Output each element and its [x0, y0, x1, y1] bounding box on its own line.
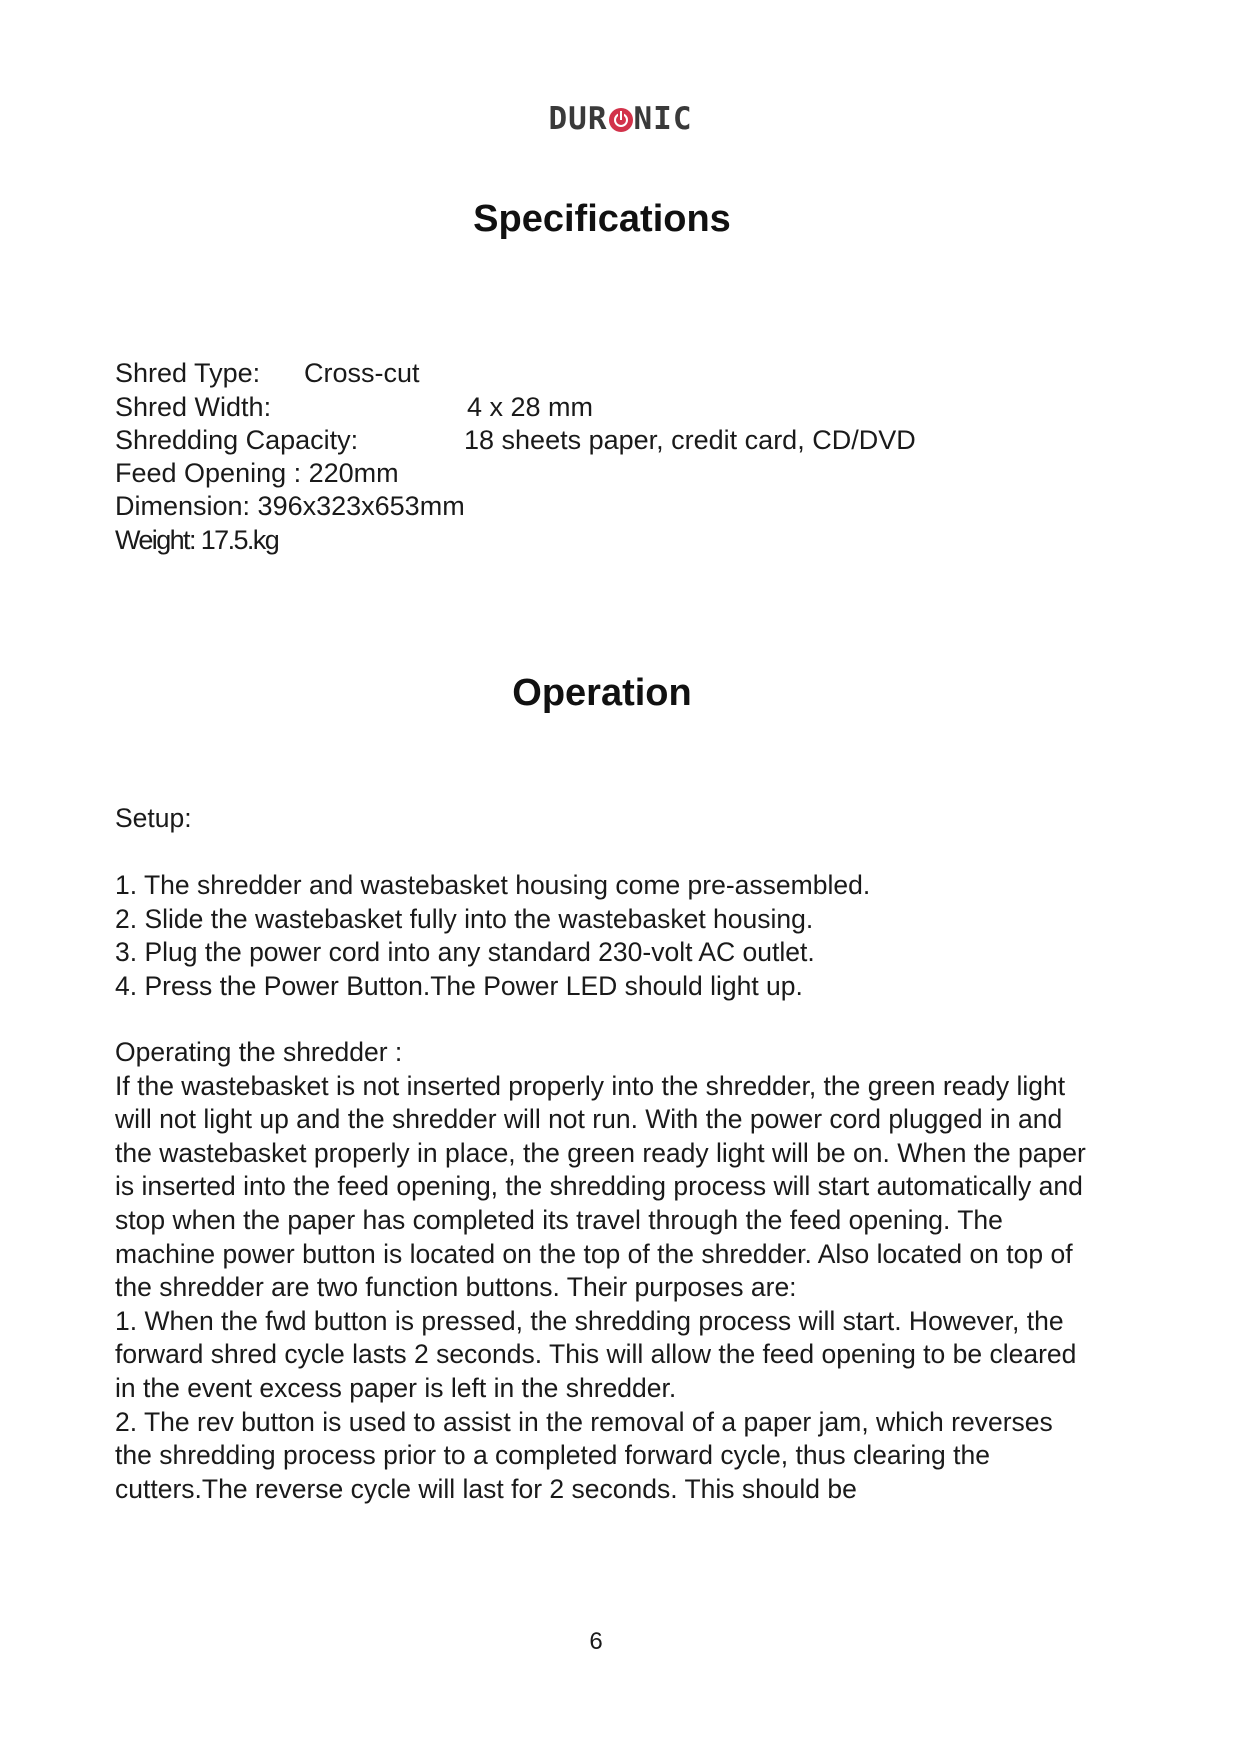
- setup-step: 2. Slide the wastebasket fully into the wastebasket housing.: [115, 903, 814, 934]
- setup-step: 3. Plug the power cord into any standard 230-volt AC outlet.: [115, 937, 815, 968]
- spec-shredding-capacity: [115, 423, 916, 457]
- setup-section: [115, 802, 1095, 836]
- spec-value: 18 sheets paper, credit card, CD/DVD: [464, 425, 916, 455]
- operation-heading: Operation: [512, 672, 692, 714]
- setup-step: 4. Press the Power Button.The Power LED should light up.: [115, 970, 803, 1001]
- spec-dimension: [115, 489, 465, 523]
- power-icon: [609, 108, 633, 132]
- function-button-fwd: 1. When the fwd button is pressed, the shredding process will start. However, the forward shred cycle lasts 2 seconds. This will allow the feed opening to be cleared in the event excess paper is left in the shredder.: [115, 1305, 1077, 1403]
- logo-text-left: DUR: [548, 101, 608, 137]
- spec-label: Shredding Capacity:: [115, 425, 359, 455]
- logo-text-right: NIC: [633, 101, 693, 137]
- duronic-logo: [0, 100, 1241, 138]
- setup-steps: [115, 869, 1095, 1003]
- operating-label: Operating the shredder :: [115, 1037, 403, 1067]
- spec-shred-type: [115, 356, 420, 390]
- page-number: 6: [589, 1628, 603, 1655]
- spec-label: Shred Type:: [115, 358, 261, 388]
- spec-label: Feed Opening : 220mm: [115, 458, 399, 488]
- spec-weight: [115, 523, 278, 557]
- spec-value: 4 x 28 mm: [467, 392, 594, 422]
- setup-label: Setup:: [115, 803, 192, 833]
- spec-shred-width: [115, 390, 594, 424]
- specifications-heading: Specifications: [473, 198, 731, 240]
- spec-feed-opening: [115, 456, 399, 490]
- operating-section: [115, 1036, 1095, 1506]
- spec-label: Shred Width:: [115, 392, 272, 422]
- setup-step: 1. The shredder and wastebasket housing come pre-assembled.: [115, 870, 871, 900]
- spec-value: Cross-cut: [304, 358, 420, 388]
- operating-paragraph: If the wastebasket is not inserted properly into the shredder, the green ready light will not light up and the shredder will not run. With the power cord plugged in and the wastebasket properly in place, the green ready light will be on. When the paper is inserted into the feed opening, the shredding process will start automatically and stop when the paper has completed its travel through the feed opening. The machine power button is located on the top of the shredder. Also located on top of the shredder are two function buttons. Their purposes are:: [115, 1070, 1086, 1303]
- spec-label: Weight: 17.5.kg: [115, 525, 279, 555]
- spec-label: Dimension: 396x323x653mm: [115, 491, 465, 521]
- function-button-rev: 2. The rev button is used to assist in the removal of a paper jam, which reverses the shredding process prior to a completed forward cycle, thus clearing the cutters.The reverse cycle will last for 2 seconds. This should be: [115, 1406, 1053, 1504]
